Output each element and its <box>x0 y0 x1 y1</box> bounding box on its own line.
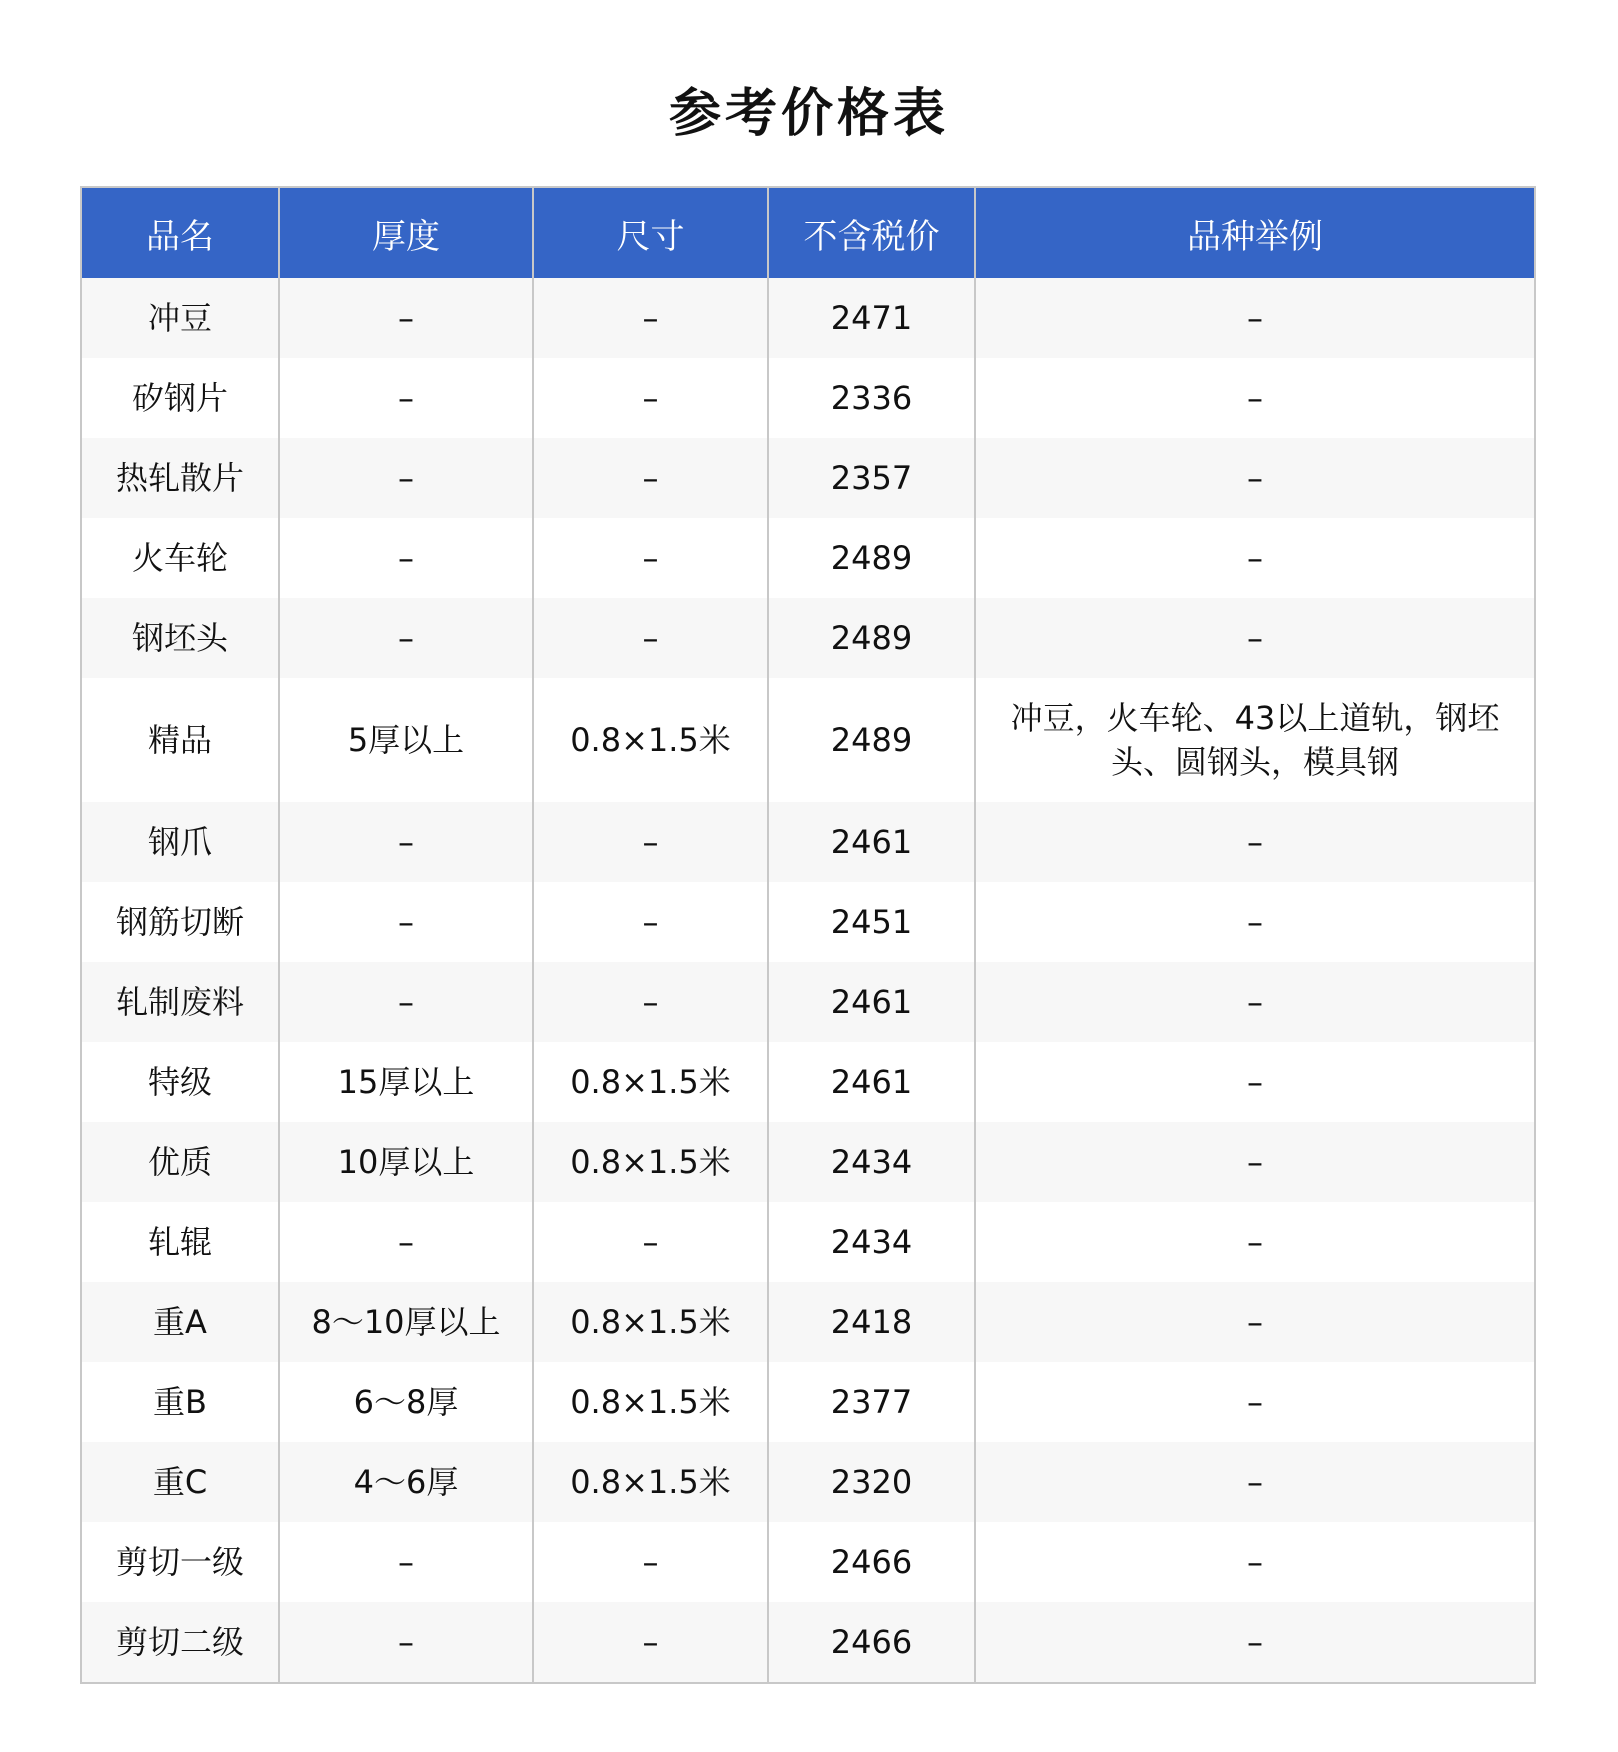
cell-examples: – <box>975 882 1535 962</box>
cell-thickness: 4～6厚 <box>279 1442 533 1522</box>
table-row <box>81 278 1535 358</box>
cell-name: 重C <box>81 1442 279 1522</box>
table-row <box>81 358 1535 438</box>
table-row <box>81 678 1535 802</box>
cell-thickness: – <box>279 358 533 438</box>
column-header-examples: 品种举例 <box>975 187 1535 278</box>
cell-thickness: 5厚以上 <box>279 678 533 802</box>
cell-price: 2466 <box>768 1522 975 1602</box>
cell-price: 2434 <box>768 1202 975 1282</box>
cell-name: 剪切二级 <box>81 1602 279 1683</box>
cell-size: – <box>533 358 768 438</box>
cell-examples: – <box>975 438 1535 518</box>
cell-price: 2466 <box>768 1602 975 1683</box>
cell-thickness: – <box>279 438 533 518</box>
table-row <box>81 1122 1535 1202</box>
table-row <box>81 1362 1535 1442</box>
cell-name: 钢筋切断 <box>81 882 279 962</box>
cell-size: – <box>533 1522 768 1602</box>
cell-thickness: – <box>279 1602 533 1683</box>
cell-name: 重B <box>81 1362 279 1442</box>
column-header-price-excl-tax: 不含税价 <box>768 187 975 278</box>
cell-name: 特级 <box>81 1042 279 1122</box>
cell-size: 0.8×1.5米 <box>533 1122 768 1202</box>
table-row <box>81 1282 1535 1362</box>
cell-price: 2489 <box>768 598 975 678</box>
cell-price: 2461 <box>768 802 975 882</box>
cell-price: 2357 <box>768 438 975 518</box>
column-header-name: 品名 <box>81 187 279 278</box>
cell-name: 钢坯头 <box>81 598 279 678</box>
cell-thickness: – <box>279 278 533 358</box>
cell-thickness: – <box>279 518 533 598</box>
cell-size: – <box>533 802 768 882</box>
cell-thickness: – <box>279 598 533 678</box>
cell-thickness: – <box>279 882 533 962</box>
cell-name: 轧制废料 <box>81 962 279 1042</box>
cell-price: 2320 <box>768 1442 975 1522</box>
cell-name: 热轧散片 <box>81 438 279 518</box>
cell-size: – <box>533 518 768 598</box>
cell-size: – <box>533 1202 768 1282</box>
cell-examples: – <box>975 358 1535 438</box>
cell-name: 钢爪 <box>81 802 279 882</box>
cell-name: 冲豆 <box>81 278 279 358</box>
cell-examples: – <box>975 1122 1535 1202</box>
cell-name: 剪切一级 <box>81 1522 279 1602</box>
cell-name: 优质 <box>81 1122 279 1202</box>
column-header-size: 尺寸 <box>533 187 768 278</box>
cell-examples: – <box>975 1602 1535 1683</box>
table-row <box>81 1522 1535 1602</box>
cell-name: 轧辊 <box>81 1202 279 1282</box>
cell-thickness: – <box>279 962 533 1042</box>
cell-examples: – <box>975 962 1535 1042</box>
cell-thickness: 6～8厚 <box>279 1362 533 1442</box>
page-title: 参考价格表 <box>668 84 949 144</box>
cell-price: 2418 <box>768 1282 975 1362</box>
table-row <box>81 802 1535 882</box>
cell-size: – <box>533 598 768 678</box>
cell-thickness: 8～10厚以上 <box>279 1282 533 1362</box>
cell-price: 2377 <box>768 1362 975 1442</box>
cell-price: 2336 <box>768 358 975 438</box>
cell-name: 精品 <box>81 678 279 802</box>
cell-examples: 冲豆，火车轮、43以上道轨，钢坯头、圆钢头，模具钢 <box>975 678 1535 802</box>
cell-examples: – <box>975 1202 1535 1282</box>
cell-name: 火车轮 <box>81 518 279 598</box>
table-row <box>81 1202 1535 1282</box>
table-row <box>81 1442 1535 1522</box>
cell-examples: – <box>975 1282 1535 1362</box>
cell-price: 2451 <box>768 882 975 962</box>
cell-price: 2471 <box>768 278 975 358</box>
cell-examples: – <box>975 1042 1535 1122</box>
cell-name: 矽钢片 <box>81 358 279 438</box>
cell-size: 0.8×1.5米 <box>533 1442 768 1522</box>
table-row <box>81 518 1535 598</box>
table-row <box>81 1042 1535 1122</box>
cell-name: 重A <box>81 1282 279 1362</box>
cell-size: – <box>533 278 768 358</box>
cell-thickness: 15厚以上 <box>279 1042 533 1122</box>
cell-price: 2489 <box>768 678 975 802</box>
cell-examples: – <box>975 1442 1535 1522</box>
cell-examples: – <box>975 598 1535 678</box>
cell-thickness: – <box>279 802 533 882</box>
cell-price: 2489 <box>768 518 975 598</box>
cell-size: 0.8×1.5米 <box>533 678 768 802</box>
cell-examples: – <box>975 278 1535 358</box>
cell-size: 0.8×1.5米 <box>533 1042 768 1122</box>
table-row <box>81 438 1535 518</box>
price-table <box>80 186 1536 1684</box>
table-row <box>81 882 1535 962</box>
table-body <box>81 278 1535 1683</box>
table-row <box>81 598 1535 678</box>
table-header-row <box>81 187 1535 278</box>
table-row <box>81 962 1535 1042</box>
cell-examples: – <box>975 1362 1535 1442</box>
cell-thickness: 10厚以上 <box>279 1122 533 1202</box>
cell-price: 2461 <box>768 1042 975 1122</box>
cell-examples: – <box>975 802 1535 882</box>
cell-size: – <box>533 1602 768 1683</box>
cell-examples: – <box>975 518 1535 598</box>
cell-price: 2434 <box>768 1122 975 1202</box>
cell-size: – <box>533 438 768 518</box>
cell-size: 0.8×1.5米 <box>533 1282 768 1362</box>
cell-price: 2461 <box>768 962 975 1042</box>
cell-size: – <box>533 962 768 1042</box>
table-row <box>81 1602 1535 1683</box>
column-header-thickness: 厚度 <box>279 187 533 278</box>
cell-size: 0.8×1.5米 <box>533 1362 768 1442</box>
cell-examples: – <box>975 1522 1535 1602</box>
cell-thickness: – <box>279 1202 533 1282</box>
cell-size: – <box>533 882 768 962</box>
cell-thickness: – <box>279 1522 533 1602</box>
